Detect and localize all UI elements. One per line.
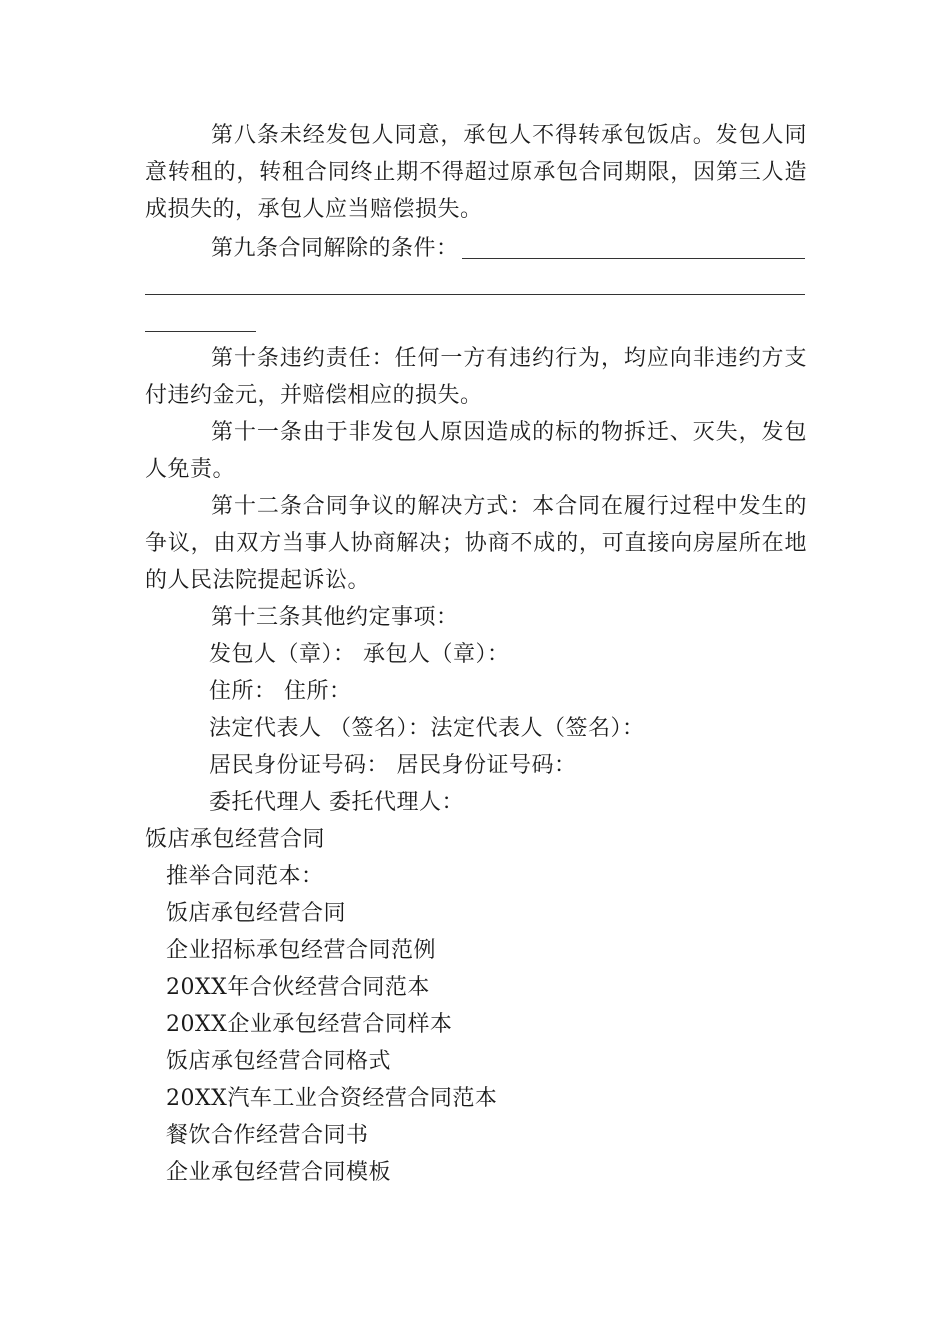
signature-legal-rep: 法定代表人 （签名）：法定代表人（签名）： [209,716,645,741]
recommend-link[interactable]: 企业承包经营合同模板 [166,1160,392,1185]
article-9 [211,230,459,267]
article-13: 第十三条其他约定事项： [211,605,459,630]
recommend-link[interactable]: 企业招标承包经营合同范例 [166,938,437,963]
signature-agent: 委托代理人 委托代理人： [209,790,464,815]
article-9-blank-3[interactable] [145,331,256,332]
recommend-link[interactable]: 20XX年合伙经营合同范本 [166,975,430,1000]
article-9-label: 第九条合同解除的条件： [211,236,459,261]
signature-address: 住所： 住所： [209,679,352,704]
recommend-link[interactable]: 饭店承包经营合同格式 [166,1049,392,1074]
recommend-link[interactable]: 饭店承包经营合同 [166,901,347,926]
recommend-link[interactable]: 20XX汽车工业合资经营合同范本 [166,1086,498,1111]
article-11: 第十一条由于非发包人原因造成的标的物拆迁、灭失，发包人免责。 [145,420,807,482]
recommend-link[interactable]: 餐饮合作经营合同书 [166,1123,369,1148]
signature-id-number: 居民身份证号码： 居民身份证号码： [209,753,577,778]
footer-title: 饭店承包经营合同 [145,827,326,852]
article-9-blank-2[interactable] [145,294,805,295]
recommend-label: 推举合同范本： [166,864,324,889]
article-9-blank-1[interactable] [462,258,805,259]
recommend-link[interactable]: 20XX企业承包经营合同样本 [166,1012,453,1037]
article-12: 第十二条合同争议的解决方式：本合同在履行过程中发生的争议，由双方当事人协商解决；协商不成的，可直接向房屋所在地的人民法院提起诉讼。 [145,494,807,593]
signature-party: 发包人（章）： 承包人（章）： [209,642,510,667]
article-8: 第八条未经发包人同意，承包人不得转承包饭店。发包人同意转租的，转租合同终止期不得超过原承包合同期限，因第三人造成损失的，承包人应当赔偿损失。 [145,123,807,222]
article-10: 第十条违约责任：任何一方有违约行为，均应向非违约方支付违约金元，并赔偿相应的损失。 [145,346,807,408]
